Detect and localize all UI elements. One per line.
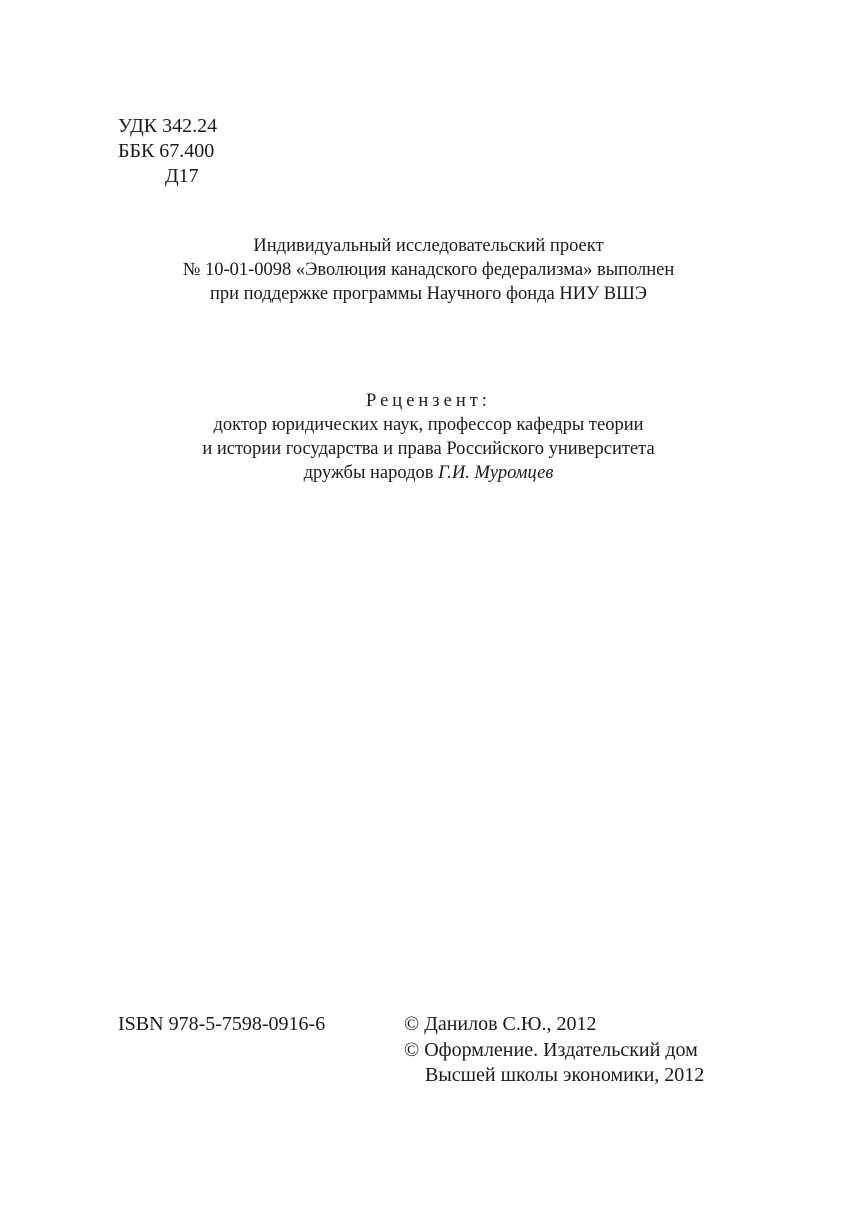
classification-codes — [118, 114, 217, 189]
copyright-notice — [404, 1012, 704, 1089]
reviewer-affiliation-end: дружбы народов — [303, 463, 439, 483]
bbk-code: ББК 67.400 — [118, 140, 215, 162]
reviewer-line-2: и истории государства и права Российского университета — [202, 439, 655, 459]
udk-code: УДК 342.24 — [118, 115, 218, 137]
copyright-design: © Оформление. Издательский дом — [404, 1038, 698, 1061]
funding-line-2: № 10-01-0098 «Эволюция канадского федерализма» выполнен — [182, 260, 675, 280]
reviewer-line-3 — [0, 461, 857, 485]
reviewer-heading: Рецензент: — [366, 391, 491, 411]
copyright-author: © Данилов С.Ю., 2012 — [404, 1013, 597, 1035]
reviewer-block — [0, 389, 857, 485]
funding-note — [0, 234, 857, 306]
funding-line-3: при поддержке программы Научного фонда НИУ ВШЭ — [209, 284, 648, 304]
author-mark: Д17 — [165, 165, 199, 187]
reviewer-name: Г.И. Муромцев — [438, 463, 554, 483]
funding-line-1: Индивидуальный исследовательский проект — [253, 236, 604, 256]
reviewer-line-1: доктор юридических наук, профессор кафедры теории — [213, 415, 644, 435]
copyright-publisher: Высшей школы экономики, 2012 — [425, 1064, 705, 1086]
isbn-number: ISBN 978-5-7598-0916-6 — [118, 1013, 326, 1035]
